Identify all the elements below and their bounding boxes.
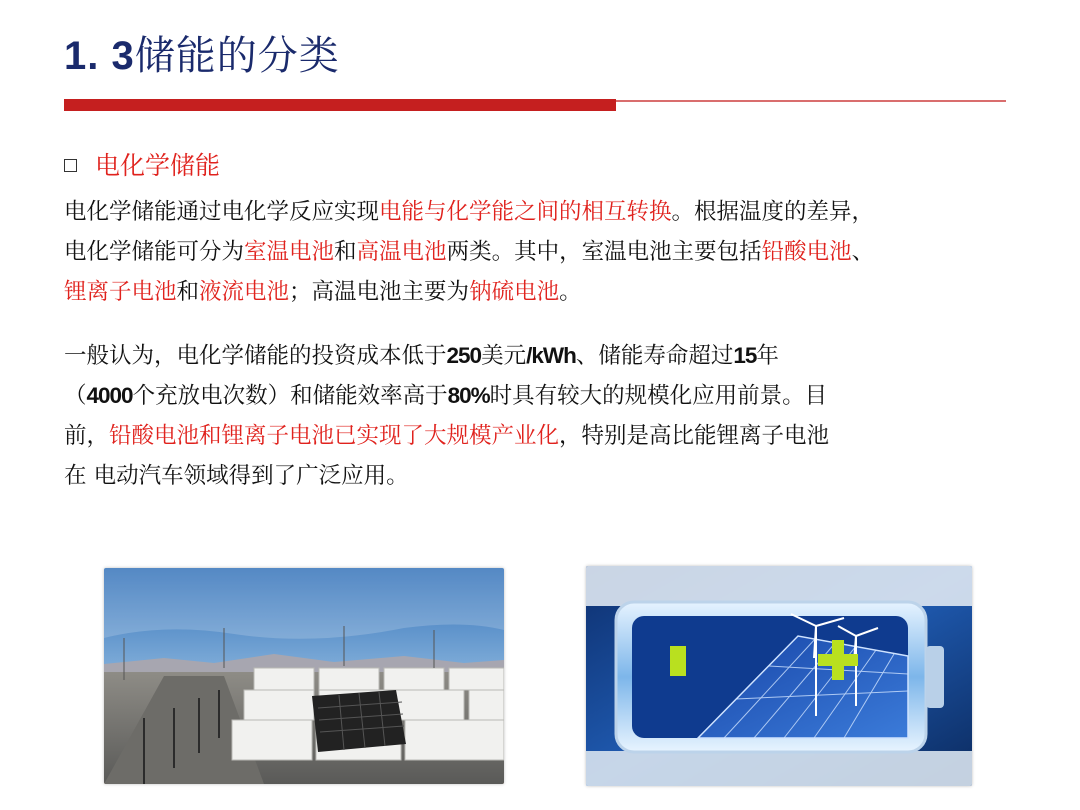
highlight-text: 液流电池: [199, 279, 290, 305]
slide-title: [64, 24, 340, 81]
text-run: 时具有较大的规模化应用前景。目: [489, 383, 828, 409]
paragraph-line: [64, 376, 1054, 416]
paragraph-classification: [64, 192, 1054, 312]
highlight-text: 锂离子电池: [64, 279, 177, 305]
title-number: 1. 3: [64, 34, 135, 78]
paragraph-line: [64, 336, 1054, 376]
text-run: 电化学储能可分为: [64, 239, 245, 265]
text-run: ，特别是高比能锂离子电池: [559, 423, 830, 449]
section-heading: [64, 146, 220, 182]
unit-text: /kWh: [526, 343, 576, 368]
paragraph-line: [64, 272, 1054, 312]
paragraph-line: [64, 192, 1054, 232]
text-run: ；高温电池主要为: [289, 279, 470, 305]
title-underline-thick: [64, 99, 616, 111]
paragraph-outlook: [64, 336, 1054, 496]
number-text: 80%: [447, 383, 490, 408]
text-run: 和: [176, 279, 200, 305]
text-run: 一般认为，电化学储能的投资成本低于: [64, 343, 447, 369]
section-title: 电化学储能: [95, 151, 221, 180]
text-run: 个充放电次数）和储能效率高于: [132, 383, 448, 409]
battery-storage-station-image: [104, 568, 504, 784]
highlight-text: 铅酸电池: [761, 239, 852, 265]
highlight-text: 钠硫电池: [469, 279, 560, 305]
number-text: 4000: [86, 383, 133, 408]
highlight-text: 室温电池: [244, 239, 335, 265]
text-run: 在 电动汽车领域得到了广泛应用。: [64, 463, 409, 489]
text-run: （: [64, 383, 87, 409]
text-run: 。根据温度的差异，: [671, 199, 875, 225]
square-bullet-icon: [64, 159, 77, 172]
number-text: 15: [733, 343, 757, 368]
highlight-text: 铅酸电池和锂离子电池已实现了大规模产业化: [109, 423, 560, 449]
title-text: 储能的分类: [134, 33, 340, 79]
text-run: 和: [334, 239, 357, 265]
battery-illustration: [586, 566, 972, 786]
text-run: 两类。其中，室温电池主要包括: [446, 239, 762, 265]
number-text: 250: [446, 343, 482, 368]
text-run: 、: [851, 239, 875, 265]
text-run: 前，: [64, 423, 110, 449]
paragraph-line: [64, 456, 1054, 496]
text-run: 电化学储能通过电化学反应实现: [64, 199, 380, 225]
renewable-battery-image: [586, 566, 972, 786]
highlight-text: 电能与化学能之间的相互转换: [379, 199, 672, 225]
text-run: 。: [559, 279, 582, 305]
text-run: 美元: [481, 343, 527, 369]
paragraph-line: [64, 232, 1054, 272]
storage-station-illustration: [104, 568, 504, 784]
text-run: 、储能寿命超过: [575, 343, 734, 369]
text-run: 年: [756, 343, 779, 369]
title-underline-thin: [616, 100, 1006, 102]
highlight-text: 高温电池: [356, 239, 447, 265]
paragraph-line: [64, 416, 1054, 456]
